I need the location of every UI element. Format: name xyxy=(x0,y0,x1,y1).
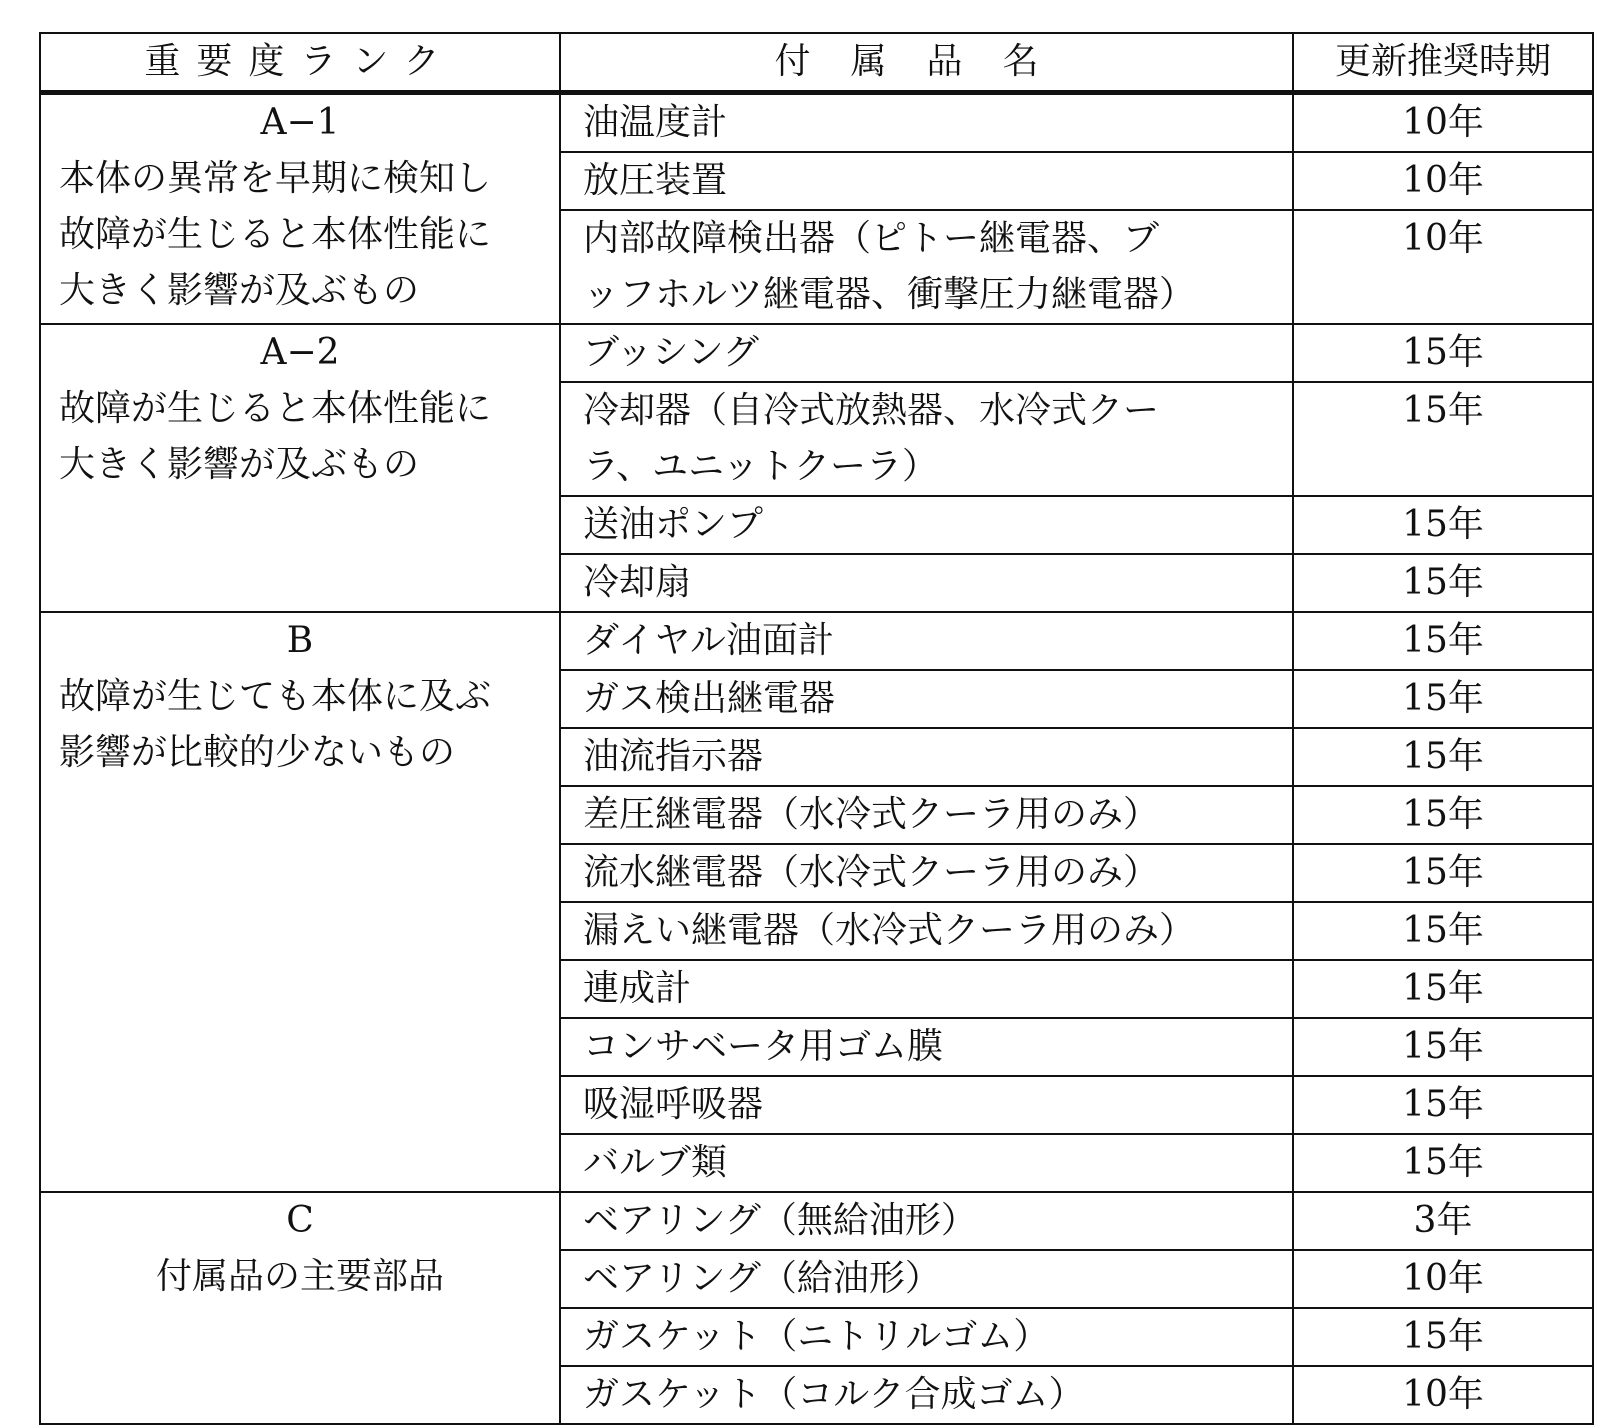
item-name-cell: 内部故障検出器（ピトー継電器、ブ ッフホルツ継電器、衝撃圧力継電器） xyxy=(560,210,1293,324)
rank-description: 付属品の主要部品 xyxy=(155,1256,444,1297)
table-row xyxy=(40,324,1593,382)
header-row xyxy=(40,33,1593,93)
renewal-period-cell: 10年 xyxy=(1293,1366,1593,1424)
rank-name: A−1 xyxy=(260,102,340,143)
renewal-period-cell: 15年 xyxy=(1293,612,1593,670)
rank-cell xyxy=(40,612,560,1192)
renewal-period-cell: 15年 xyxy=(1293,324,1593,382)
item-name-cell: 差圧継電器（水冷式クーラ用のみ） xyxy=(560,786,1293,844)
item-name-cell: 冷却器（自冷式放熱器、水冷式クー ラ、ユニットクーラ） xyxy=(560,382,1293,496)
item-name-cell: 油温度計 xyxy=(560,93,1293,153)
renewal-period-cell: 15年 xyxy=(1293,902,1593,960)
item-name-cell: 流水継電器（水冷式クーラ用のみ） xyxy=(560,844,1293,902)
renewal-period-cell: 3年 xyxy=(1293,1192,1593,1250)
rank-description: 本体の異常を早期に検知し 故障が生じると本体性能に 大きく影響が及ぶもの xyxy=(59,158,492,311)
table-row xyxy=(40,612,1593,670)
rank-description: 故障が生じると本体性能に 大きく影響が及ぶもの xyxy=(59,388,492,485)
item-name-cell: ガスケット（コルク合成ゴム） xyxy=(560,1366,1293,1424)
rank-cell xyxy=(40,324,560,612)
item-name-cell: 連成計 xyxy=(560,960,1293,1018)
renewal-period-cell: 15年 xyxy=(1293,554,1593,612)
renewal-period-cell: 15年 xyxy=(1293,960,1593,1018)
renewal-period-cell: 15年 xyxy=(1293,1076,1593,1134)
rank-name: C xyxy=(286,1200,314,1241)
item-name-cell: ガスケット（ニトリルゴム） xyxy=(560,1308,1293,1366)
item-name-cell: ベアリング（無給油形） xyxy=(560,1192,1293,1250)
header-item: 付属品名 xyxy=(560,33,1293,93)
renewal-period-cell: 15年 xyxy=(1293,496,1593,554)
rank-name: B xyxy=(286,620,314,661)
item-name-cell: 漏えい継電器（水冷式クーラ用のみ） xyxy=(560,902,1293,960)
renewal-period-cell: 15年 xyxy=(1293,1018,1593,1076)
item-name-cell: 油流指示器 xyxy=(560,728,1293,786)
item-name-cell: ダイヤル油面計 xyxy=(560,612,1293,670)
item-name-cell: ガス検出継電器 xyxy=(560,670,1293,728)
renewal-period-cell: 10年 xyxy=(1293,1250,1593,1308)
renewal-period-cell: 15年 xyxy=(1293,728,1593,786)
item-name-cell: バルブ類 xyxy=(560,1134,1293,1192)
renewal-period-cell: 10年 xyxy=(1293,152,1593,210)
item-name-cell: ベアリング（給油形） xyxy=(560,1250,1293,1308)
accessory-renewal-table xyxy=(39,32,1594,1425)
item-name-cell: 冷却扇 xyxy=(560,554,1293,612)
rank-cell xyxy=(40,93,560,325)
rank-description: 故障が生じても本体に及ぶ 影響が比較的少ないもの xyxy=(59,676,492,773)
renewal-period-cell: 15年 xyxy=(1293,1308,1593,1366)
renewal-period-cell: 15年 xyxy=(1293,786,1593,844)
table-body xyxy=(40,93,1593,1425)
item-name-cell: ブッシング xyxy=(560,324,1293,382)
renewal-period-cell: 15年 xyxy=(1293,844,1593,902)
item-name-cell: 送油ポンプ xyxy=(560,496,1293,554)
item-name-cell: コンサベータ用ゴム膜 xyxy=(560,1018,1293,1076)
table-row xyxy=(40,1192,1593,1250)
header-period: 更新推奨時期 xyxy=(1293,33,1593,93)
renewal-period-cell: 15年 xyxy=(1293,1134,1593,1192)
renewal-period-cell: 10年 xyxy=(1293,210,1593,324)
table-row xyxy=(40,93,1593,153)
header-rank: 重要度ランク xyxy=(40,33,560,93)
rank-cell xyxy=(40,1192,560,1424)
renewal-period-cell: 10年 xyxy=(1293,93,1593,153)
item-name-cell: 放圧装置 xyxy=(560,152,1293,210)
renewal-period-cell: 15年 xyxy=(1293,382,1593,496)
rank-name: A−2 xyxy=(260,332,340,373)
renewal-period-cell: 15年 xyxy=(1293,670,1593,728)
item-name-cell: 吸湿呼吸器 xyxy=(560,1076,1293,1134)
